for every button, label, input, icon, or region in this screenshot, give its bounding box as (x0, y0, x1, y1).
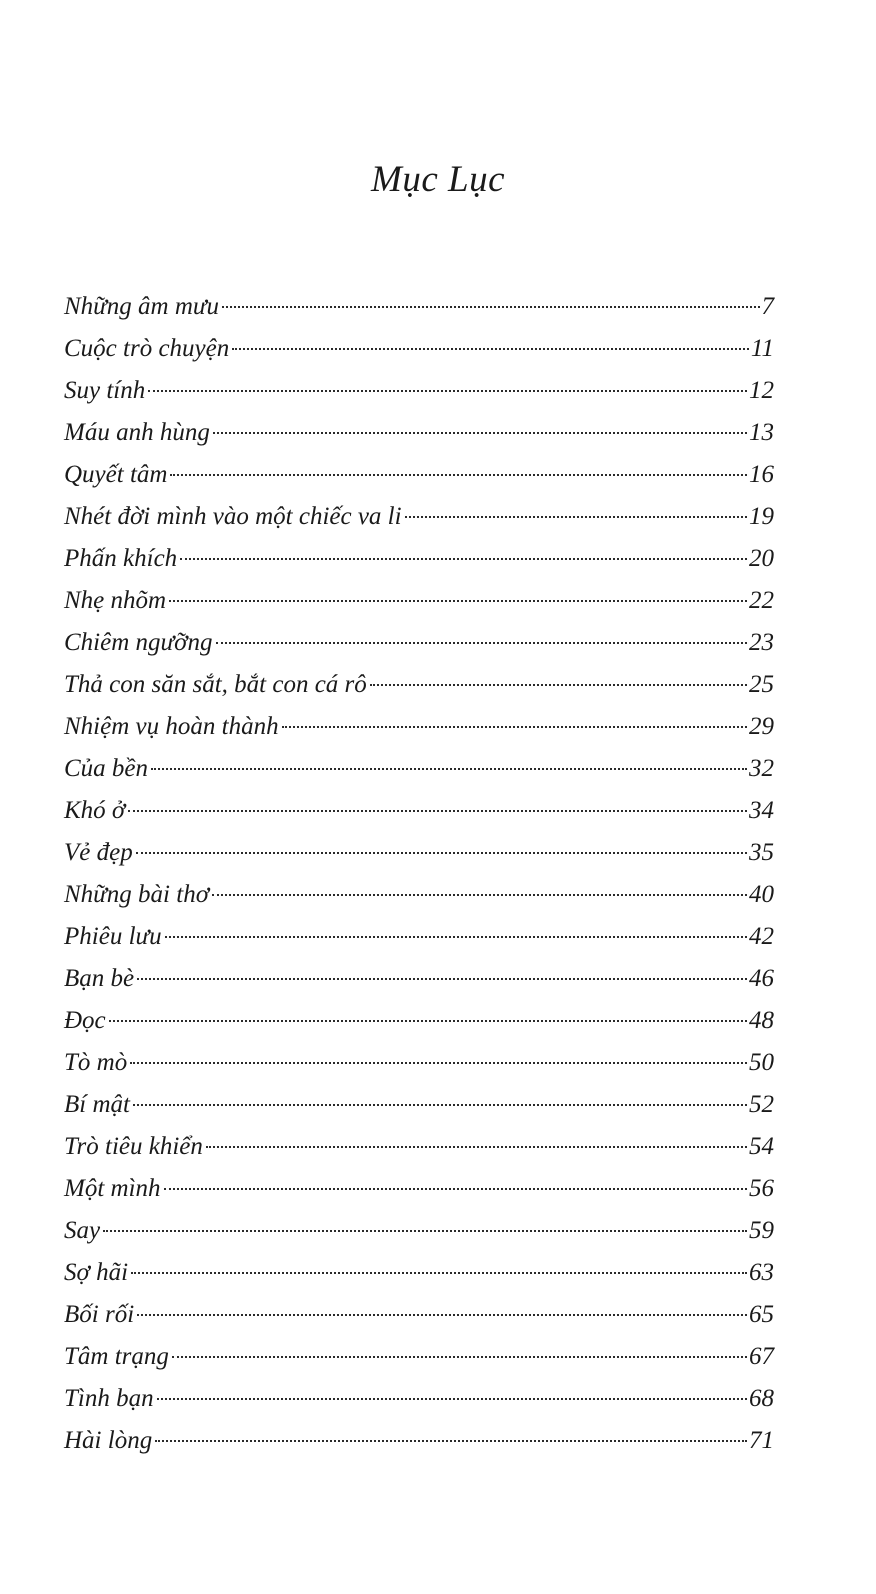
dot-leader (109, 1020, 747, 1022)
toc-entry-page-number: 52 (749, 1091, 774, 1118)
dot-leader (370, 684, 747, 686)
toc-entry-title: Những bài thơ (64, 881, 210, 908)
toc-entry-title: Máu anh hùng (64, 419, 210, 446)
toc-entry-page-number: 68 (749, 1385, 774, 1412)
toc-entry (64, 496, 774, 538)
toc-entry-page-number: 71 (749, 1427, 774, 1454)
toc-entry (64, 1000, 774, 1042)
toc-entry (64, 412, 774, 454)
dot-leader (212, 894, 747, 896)
dot-leader (222, 306, 759, 308)
toc-entry (64, 1126, 774, 1168)
toc-entry-title: Phiêu lưu (64, 923, 162, 950)
toc-entry-page-number: 20 (749, 545, 774, 572)
toc-entry-page-number: 23 (749, 629, 774, 656)
toc-entry-page-number: 48 (749, 1007, 774, 1034)
toc-entry-title: Một mình (64, 1175, 161, 1202)
toc-entry (64, 1168, 774, 1210)
dot-leader (128, 810, 747, 812)
toc-entry (64, 706, 774, 748)
toc-entry-title: Quyết tâm (64, 461, 168, 488)
toc-entry (64, 580, 774, 622)
dot-leader (131, 1272, 747, 1274)
toc-entry-title: Khó ở (64, 797, 126, 824)
toc-entry-page-number: 54 (749, 1133, 774, 1160)
dot-leader (282, 726, 747, 728)
toc-entry-page-number: 25 (749, 671, 774, 698)
dot-leader (172, 1356, 747, 1358)
toc-entry (64, 1378, 774, 1420)
dot-leader (232, 348, 749, 350)
toc-entry-page-number: 7 (761, 293, 774, 320)
toc-entry-title: Trò tiêu khiển (64, 1133, 203, 1160)
dot-leader (213, 432, 747, 434)
toc-entry (64, 1084, 774, 1126)
toc-entry (64, 1420, 774, 1462)
toc-entry (64, 1252, 774, 1294)
toc-entry-title: Bí mật (64, 1091, 130, 1118)
toc-entry-page-number: 50 (749, 1049, 774, 1076)
dot-leader (169, 600, 747, 602)
toc-entry-title: Đọc (64, 1007, 106, 1034)
toc-entry (64, 1210, 774, 1252)
toc-entry-page-number: 56 (749, 1175, 774, 1202)
toc-entry (64, 832, 774, 874)
toc-entry-page-number: 12 (749, 377, 774, 404)
toc-entry-title: Chiêm ngưỡng (64, 629, 213, 656)
toc-entry-title: Thả con săn sắt, bắt con cá rô (64, 671, 367, 698)
toc-entry-title: Nhiệm vụ hoàn thành (64, 713, 279, 740)
dot-leader (180, 558, 747, 560)
toc-entry-page-number: 22 (749, 587, 774, 614)
dot-leader (148, 390, 747, 392)
toc-entry (64, 622, 774, 664)
toc-entry-page-number: 34 (749, 797, 774, 824)
dot-leader (155, 1440, 747, 1442)
dot-leader (130, 1062, 747, 1064)
dot-leader (133, 1104, 747, 1106)
toc-entry-page-number: 65 (749, 1301, 774, 1328)
toc-entry-title: Của bền (64, 755, 149, 782)
toc-entry (64, 538, 774, 580)
dot-leader (136, 852, 747, 854)
dot-leader (216, 642, 748, 644)
dot-leader (165, 936, 747, 938)
toc-entry-page-number: 16 (749, 461, 774, 488)
toc-entry-page-number: 67 (749, 1343, 774, 1370)
toc-entry-page-number: 63 (749, 1259, 774, 1286)
toc-entry-page-number: 59 (749, 1217, 774, 1244)
toc-entry-page-number: 11 (750, 335, 774, 362)
toc-entry (64, 664, 774, 706)
toc-entry-title: Say (64, 1217, 101, 1244)
table-of-contents (64, 286, 774, 1462)
toc-entry-title: Suy tính (64, 377, 146, 404)
toc-entry-title: Phấn khích (64, 545, 178, 572)
toc-entry-page-number: 32 (749, 755, 774, 782)
toc-entry-title: Vẻ đẹp (64, 839, 133, 866)
dot-leader (405, 516, 747, 518)
toc-entry-title: Tò mò (64, 1049, 128, 1076)
toc-entry-title: Tình bạn (64, 1385, 154, 1412)
dot-leader (103, 1230, 747, 1232)
dot-leader (137, 978, 747, 980)
toc-entry-page-number: 35 (749, 839, 774, 866)
toc-entry (64, 958, 774, 1000)
toc-entry-title: Bối rối (64, 1301, 135, 1328)
toc-entry-title: Nhét đời mình vào một chiếc va li (64, 503, 402, 530)
dot-leader (170, 474, 747, 476)
toc-entry (64, 1042, 774, 1084)
toc-entry (64, 916, 774, 958)
dot-leader (164, 1188, 747, 1190)
toc-entry-page-number: 19 (749, 503, 774, 530)
toc-entry-title: Những âm mưu (64, 293, 220, 320)
dot-leader (137, 1314, 747, 1316)
toc-entry-title: Tâm trạng (64, 1343, 169, 1370)
dot-leader (157, 1398, 747, 1400)
toc-entry-title: Cuộc trò chuyện (64, 335, 230, 362)
toc-entry-page-number: 29 (749, 713, 774, 740)
toc-entry-page-number: 46 (749, 965, 774, 992)
toc-entry (64, 328, 774, 370)
toc-entry (64, 370, 774, 412)
toc-entry (64, 874, 774, 916)
toc-entry-title: Bạn bè (64, 965, 135, 992)
toc-entry (64, 790, 774, 832)
toc-entry-page-number: 13 (749, 419, 774, 446)
page-title: Mục Lục (371, 159, 505, 200)
toc-entry-page-number: 40 (749, 881, 774, 908)
toc-entry (64, 748, 774, 790)
toc-entry (64, 454, 774, 496)
toc-entry (64, 1294, 774, 1336)
toc-entry-page-number: 42 (749, 923, 774, 950)
toc-entry-title: Nhẹ nhõm (64, 587, 167, 614)
toc-entry-title: Hài lòng (64, 1427, 153, 1454)
toc-entry (64, 1336, 774, 1378)
toc-entry (64, 286, 774, 328)
dot-leader (206, 1146, 747, 1148)
toc-entry-title: Sợ hãi (64, 1259, 129, 1286)
dot-leader (151, 768, 747, 770)
